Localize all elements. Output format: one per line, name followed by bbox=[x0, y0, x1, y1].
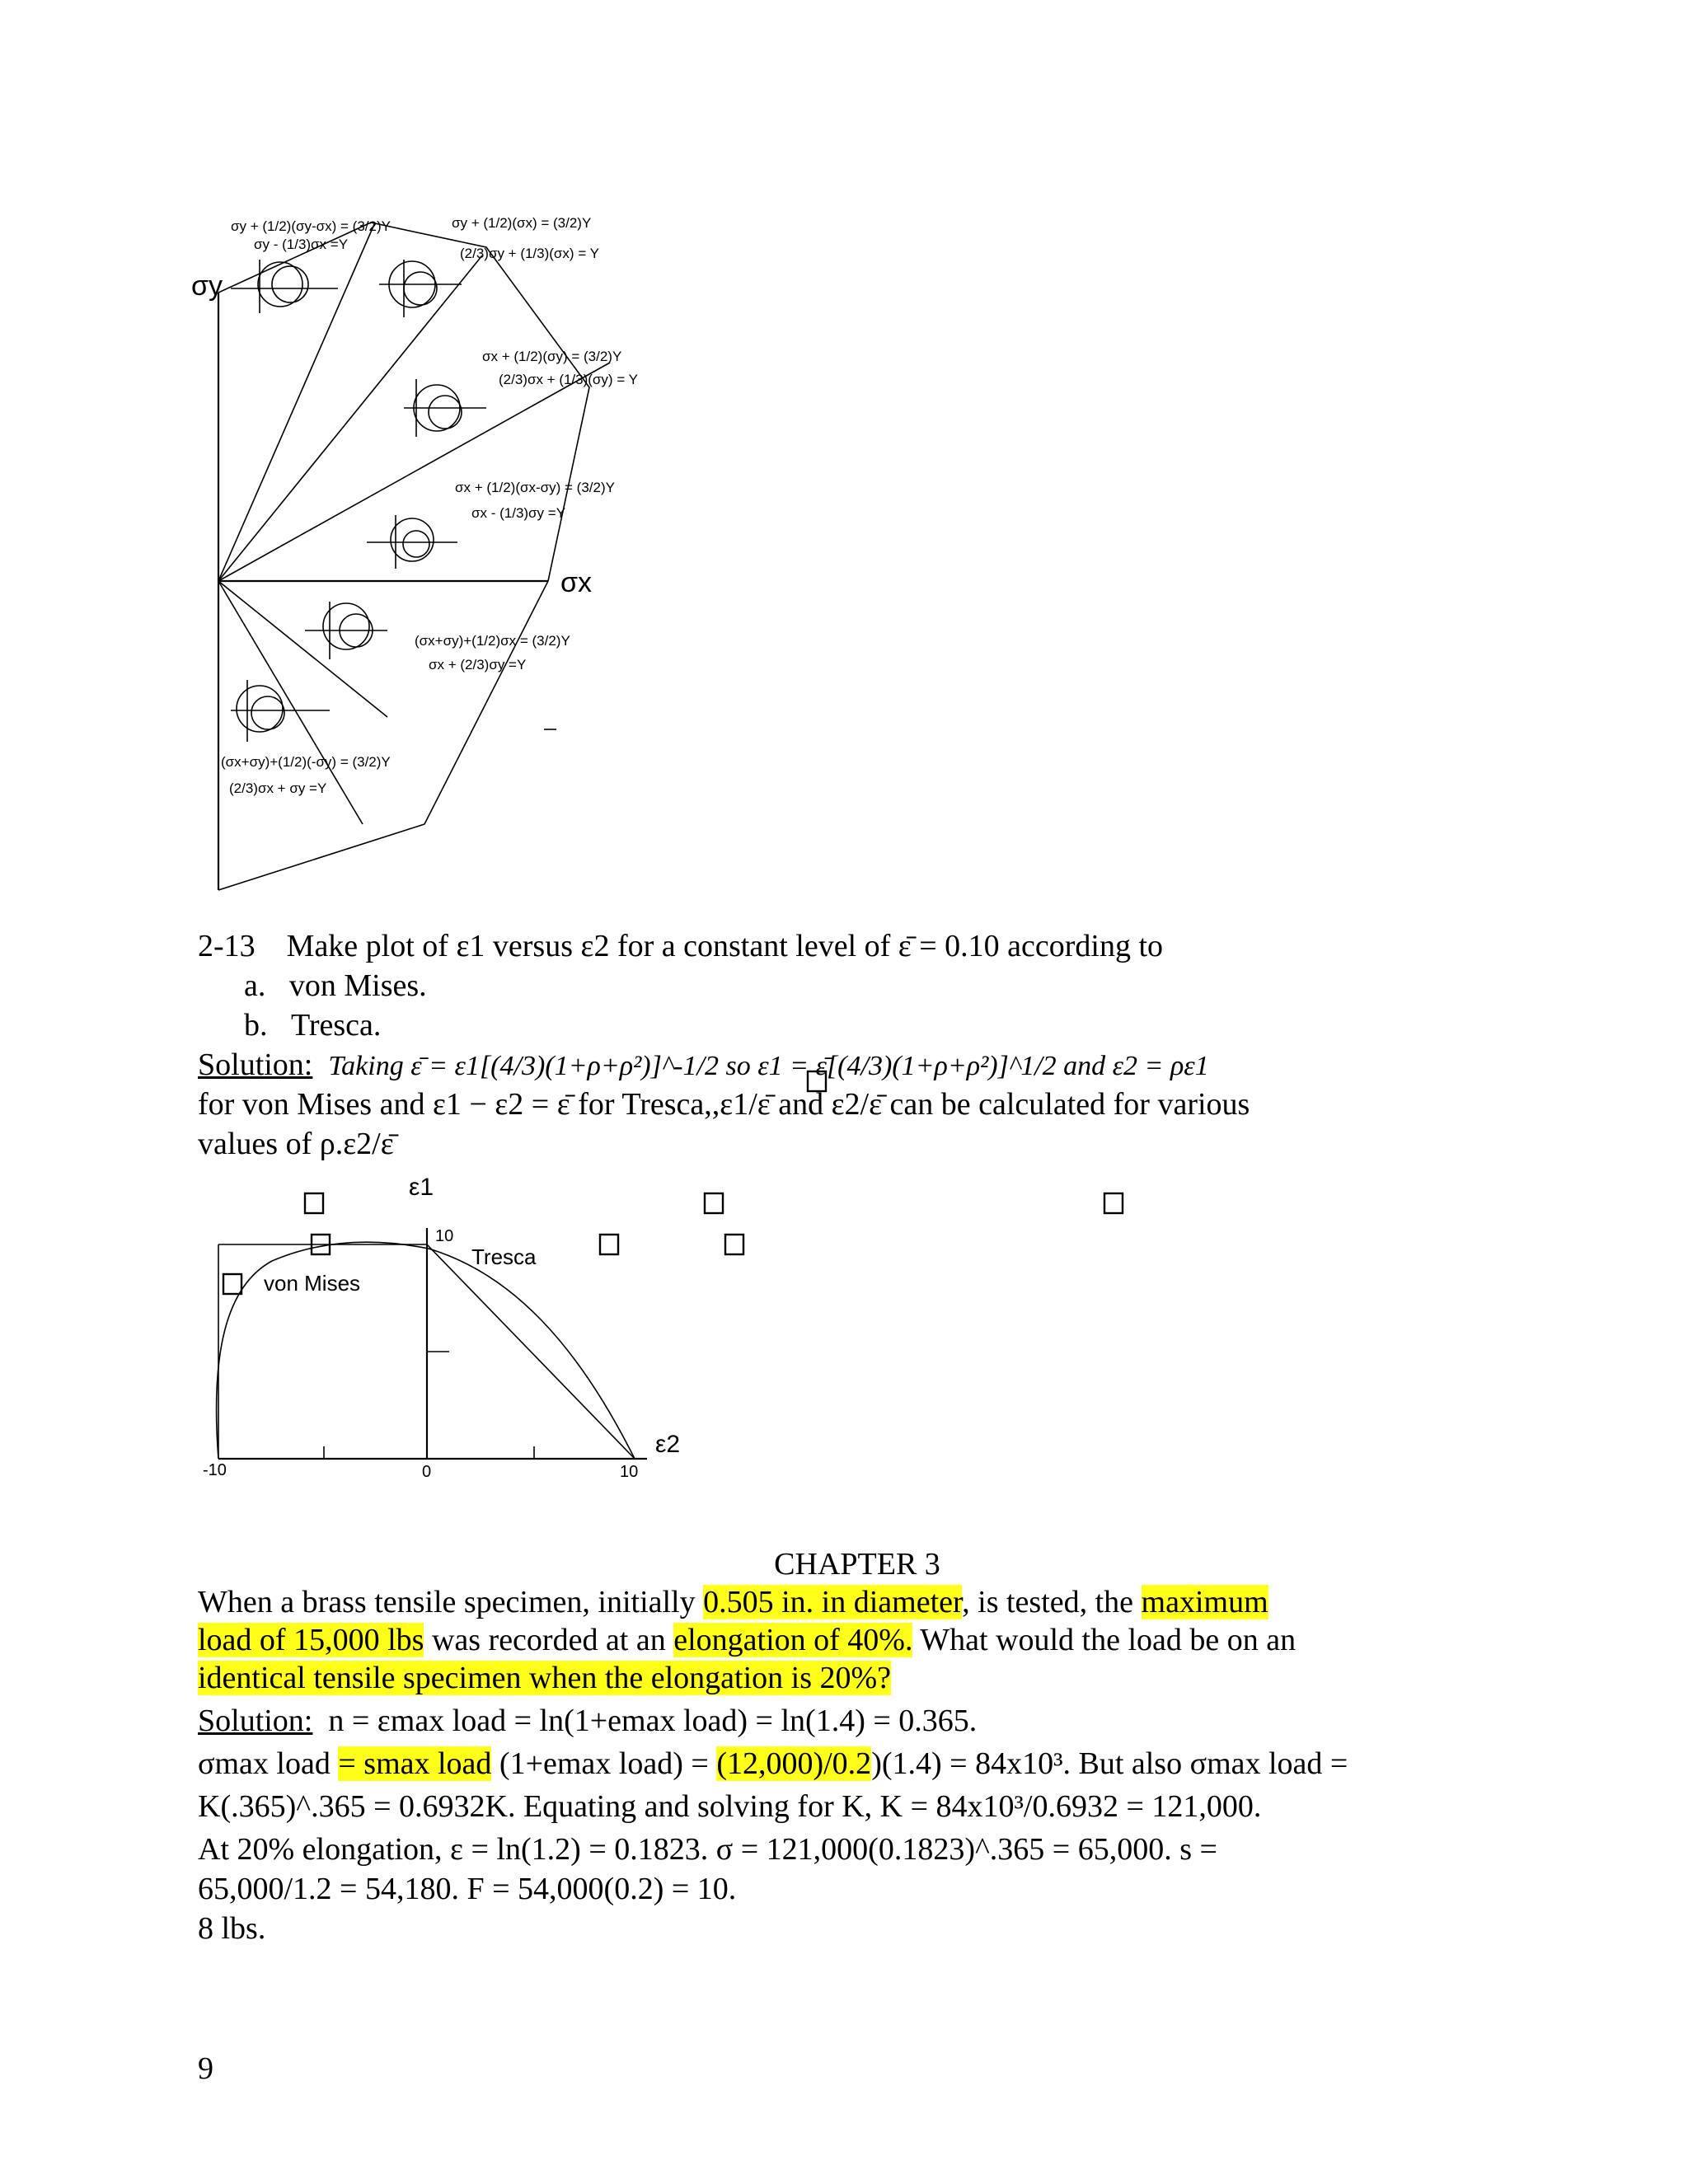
eq-label-9: (σx+σy)+(1/2)σx = (3/2)Y bbox=[415, 633, 570, 649]
chapter-solution-line-6 bbox=[198, 1909, 1385, 1948]
highlight-smax: = smax load bbox=[338, 1746, 492, 1781]
solution-formula-2: for von Mises and ε1 − ε2 = ε̄ for Tresca,,ε1/ε̄ and ε2/ε̄ can be calculated for various bbox=[198, 1087, 1250, 1122]
sigma-x-label: σx bbox=[560, 567, 592, 598]
chapter-sol-2b: (1+emax load) = bbox=[499, 1746, 717, 1781]
eq-label-1: σy + (1/2)(σy-σx) = (3/2)Y bbox=[231, 218, 391, 234]
problem-part-1: When a brass tensile specimen, initially bbox=[198, 1585, 696, 1619]
placeholder-box-3 bbox=[223, 1274, 241, 1294]
von-mises-label: von Mises bbox=[264, 1271, 361, 1296]
solution-formula-3: values of ρ.ε2/ε̄ bbox=[198, 1127, 394, 1161]
x-tick-10: 10 bbox=[620, 1463, 639, 1481]
problem-number: 2-13 bbox=[198, 929, 256, 963]
chapter-sol-1: n = εmax load = ln(1+emax load) = ln(1.4) = 0.365. bbox=[328, 1704, 978, 1738]
chapter-sol-6: 8 lbs. bbox=[198, 1911, 266, 1946]
placeholder-box-6 bbox=[725, 1235, 743, 1254]
placeholder-box-1 bbox=[305, 1193, 323, 1213]
eq-label-3: σy + (1/2)(σx) = (3/2)Y bbox=[452, 215, 592, 231]
eq-label-10: σx + (2/3)σy =Y bbox=[429, 657, 527, 673]
chapter-problem-line-1 bbox=[198, 1582, 1385, 1622]
problem-part-2: , is tested, the bbox=[962, 1585, 1134, 1619]
chapter-sol-4: At 20% elongation, ε = ln(1.2) = 0.1823. σ = 121,000(0.1823)^.365 = 65,000. s = bbox=[198, 1832, 1217, 1867]
chapter-problem-line-2 bbox=[198, 1620, 1385, 1660]
chapter-solution-label: Solution: bbox=[198, 1704, 313, 1738]
solution-label: Solution: bbox=[198, 1047, 313, 1082]
epsilon2-label: ε2 bbox=[655, 1431, 681, 1458]
highlight-maximum: maximum bbox=[1141, 1585, 1268, 1619]
item-a-marker: a. bbox=[244, 968, 266, 1003]
eq-label-2: σy - (1/3)σx =Y bbox=[254, 237, 349, 252]
x-tick-0: 0 bbox=[422, 1463, 432, 1481]
item-b-text: Tresca. bbox=[291, 1008, 382, 1043]
chapter-sol-2a: σmax load bbox=[198, 1746, 331, 1781]
problem-statement-text: Make plot of ε1 versus ε2 for a constant level of ε̄ = 0.10 according to bbox=[286, 929, 1164, 963]
epsilon1-label: ε1 bbox=[409, 1174, 434, 1201]
chapter-solution-line-2 bbox=[198, 1744, 1385, 1783]
eq-label-6: (2/3)σx + (1/3)(σy) = Y bbox=[499, 372, 638, 387]
placeholder-box-4 bbox=[600, 1235, 618, 1254]
highlight-load: load of 15,000 lbs bbox=[198, 1623, 424, 1657]
eq-label-7: σx + (1/2)(σx-σy) = (3/2)Y bbox=[455, 480, 615, 495]
chapter-sol-2c: )(1.4) = 84x10³. But also σmax load = bbox=[871, 1746, 1348, 1781]
chapter-sol-3: K(.365)^.365 = 0.6932K. Equating and solving for K, K = 84x10³/0.6932 = 121,000. bbox=[198, 1789, 1262, 1824]
chapter-solution-line-3 bbox=[198, 1787, 1385, 1826]
highlight-12000: (12,000)/0.2 bbox=[716, 1746, 872, 1781]
item-a-text: von Mises. bbox=[288, 968, 427, 1003]
highlight-identical: identical tensile specimen when the elongation is 20%? bbox=[198, 1661, 892, 1695]
page-number: 9 bbox=[198, 2051, 213, 2086]
solution-formula-1: Taking ε̄ = ε1[(4/3)(1+ρ+ρ²)]^-1/2 so ε1 = ε̄[(4/3)(1+ρ+ρ²)]^1/2 and ε2 = ρε1 bbox=[328, 1051, 1209, 1081]
eq-label-12: (2/3)σx + σy =Y bbox=[229, 780, 327, 796]
tresca-label: Tresca bbox=[471, 1244, 537, 1269]
eq-label-5: σx + (1/2)(σy) = (3/2)Y bbox=[482, 349, 622, 364]
eq-label-4: (2/3)σy + (1/3)(σx) = Y bbox=[460, 246, 599, 261]
placeholder-box-8 bbox=[808, 1071, 826, 1091]
chapter-problem-line-3 bbox=[198, 1658, 1385, 1698]
x-tick-minus10: -10 bbox=[203, 1461, 227, 1479]
chapter-title: CHAPTER 3 bbox=[774, 1547, 940, 1582]
item-b-marker: b. bbox=[244, 1008, 268, 1043]
placeholder-box-7 bbox=[1104, 1193, 1123, 1213]
problem-part-4: What would the load be on an bbox=[912, 1623, 1296, 1657]
highlight-diameter: 0.505 in. in diameter bbox=[703, 1585, 963, 1619]
chapter-solution-line-4 bbox=[198, 1830, 1385, 1869]
placeholder-box-5 bbox=[705, 1193, 723, 1213]
eq-label-11: (σx+σy)+(1/2)(-σy) = (3/2)Y bbox=[221, 754, 391, 770]
y-tick-10: 10 bbox=[435, 1227, 454, 1245]
highlight-elongation: elongation of 40%. bbox=[673, 1623, 913, 1657]
sigma-y-label: σy bbox=[191, 270, 223, 302]
chapter-solution-line-5 bbox=[198, 1869, 1385, 1909]
problem-part-3: was recorded at an bbox=[424, 1623, 666, 1657]
eq-label-8: σx - (1/3)σy =Y bbox=[471, 505, 566, 521]
chapter-solution-line-1 bbox=[198, 1701, 1385, 1741]
chapter-sol-5: 65,000/1.2 = 54,180. F = 54,000(0.2) = 10. bbox=[198, 1872, 737, 1906]
